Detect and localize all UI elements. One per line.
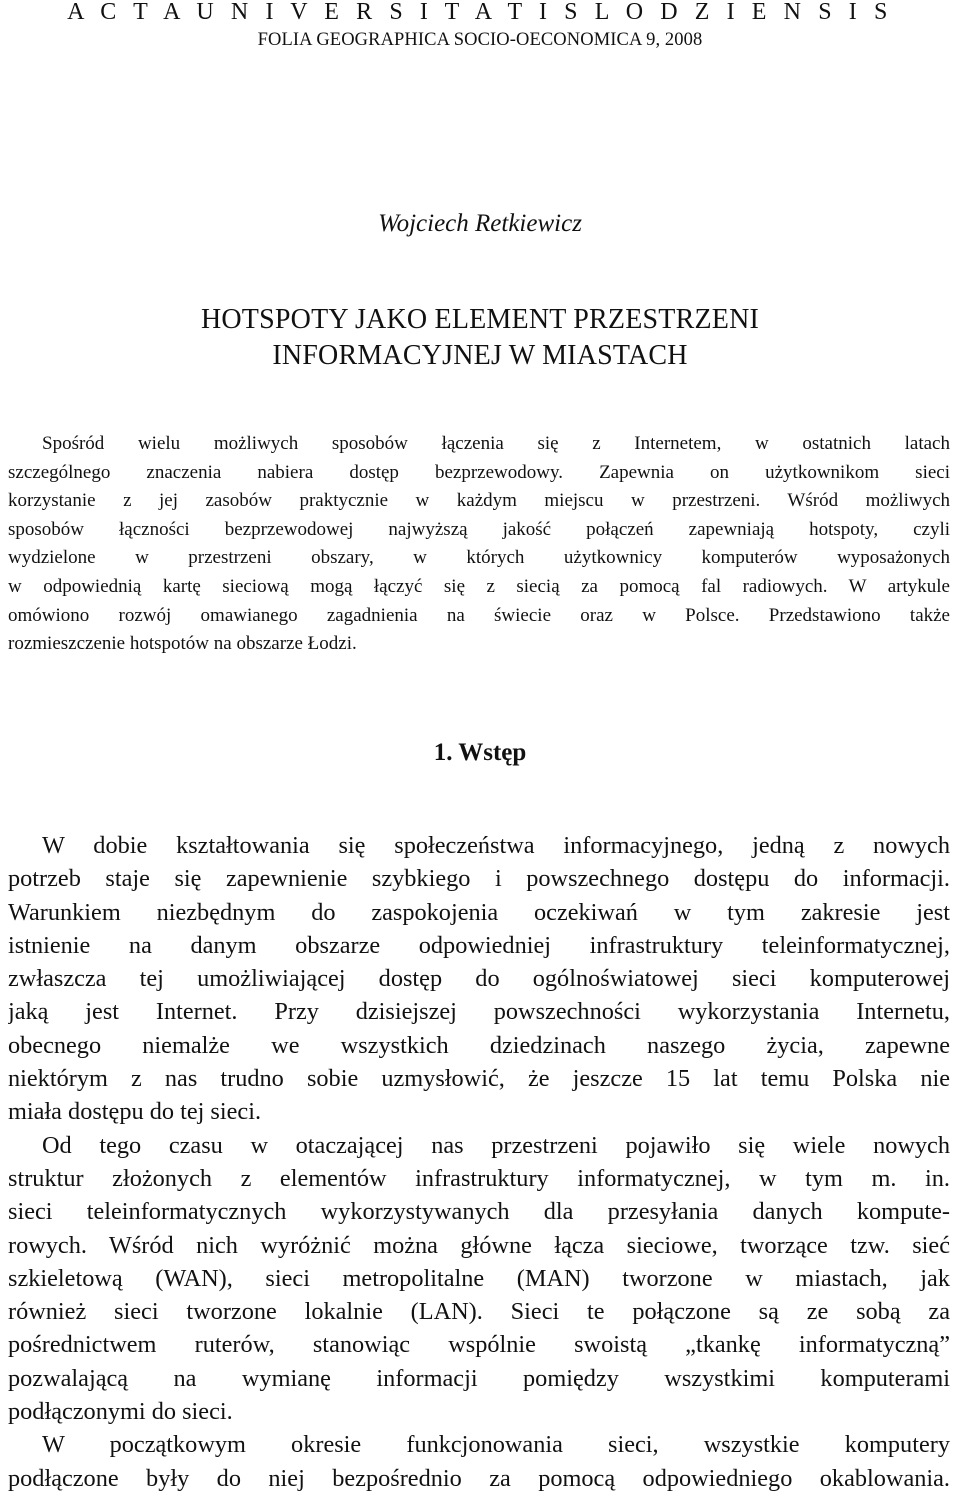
body-line: struktur złożonych z elementów infrastruktury informatycznej, w tym m. in. — [8, 1164, 950, 1192]
body-line: również sieci tworzone lokalnie (LAN). Sieci te połączone są ze sobą za — [8, 1298, 950, 1326]
body-line: pośrednictwem ruterów, stanowiąc wspólnie swoistą „tkankę informatyczną” — [8, 1331, 950, 1359]
body-line: Warunkiem niezbędnym do zaspokojenia oczekiwań w tym zakresie jest — [8, 898, 950, 926]
body-line: szkieletową (WAN), sieci metropolitalne (MAN) tworzone w miastach, jak — [8, 1264, 950, 1292]
body-line: zwłaszcza tej umożliwiającej dostęp do ogólnoświatowej sieci komputerowej — [8, 965, 950, 993]
body-line: W początkowym okresie funkcjonowania sieci, wszystkie komputery — [42, 1431, 950, 1459]
abstract-line: rozmieszczenie hotspotów na obszarze Łodzi. — [8, 633, 357, 655]
article-title — [0, 302, 960, 374]
abstract-line: wydzielone w przestrzeni obszary, w których użytkownicy komputerów wyposażonych — [8, 547, 950, 569]
journal-name: A C T A U N I V E R S I T A T I S L O D Z I E N S I S — [67, 0, 893, 25]
abstract-line: omówiono rozwój omawianego zagadnienia na świecie oraz w Polsce. Przedstawiono także — [8, 604, 950, 626]
section-heading: 1. Wstęp — [433, 739, 527, 766]
abstract-line: korzystanie z jej zasobów praktycznie w każdym miejscu w przestrzeni. Wśród możliwych — [8, 490, 950, 512]
body-line: podłączone były do niej bezpośrednio za pomocą odpowiedniego okablowania. — [8, 1464, 950, 1492]
body-line: podłączonymi do sieci. — [8, 1398, 233, 1426]
body-line: potrzeb staje się zapewnienie szybkiego i powszechnego dostępu do informacji. — [8, 865, 950, 893]
journal-series: FOLIA GEOGRAPHICA SOCIO-OECONOMICA 9, 2008 — [257, 30, 703, 50]
abstract-line: w odpowiednią kartę sieciową mogą łączyć się z siecią za pomocą fal radiowych. W artykule — [8, 575, 950, 597]
author-name: Wojciech Retkiewicz — [378, 210, 582, 237]
body-line: sieci teleinformatycznych wykorzystywanych dla przesyłania danych kompute- — [8, 1198, 950, 1226]
title-line: HOTSPOTY JAKO ELEMENT PRZESTRZENI — [200, 304, 760, 335]
body-line: jaką jest Internet. Przy dzisiejszej powszechności wykorzystania Internetu, — [8, 998, 950, 1026]
body-line: obecnego niemalże we wszystkich dziedzinach naszego życia, zapewne — [8, 1031, 950, 1059]
body-line: Od tego czasu w otaczającej nas przestrzeni pojawiło się wiele nowych — [42, 1131, 950, 1159]
body-line: pozwalającą na wymianę informacji pomiędzy wszystkimi komputerami — [8, 1364, 950, 1392]
abstract-line: szczególnego znaczenia nabiera dostęp bezprzewodowy. Zapewnia on użytkownikom sieci — [8, 461, 950, 483]
body-line: miała dostępu do tej sieci. — [8, 1098, 262, 1126]
abstract — [8, 430, 950, 659]
body-line: niektórym z nas trudno sobie uzmysłowić, że jeszcze 15 lat temu Polska nie — [8, 1065, 950, 1093]
body-line: W dobie kształtowania się społeczeństwa informacyjnego, jedną z nowych — [42, 832, 950, 859]
body-line: istnienie na danym obszarze odpowiedniej infrastruktury teleinformatycznej, — [8, 931, 950, 959]
abstract-line: sposobów łączności bezprzewodowej najwyższą jakość połączeń zapewniają hotspoty, czyli — [8, 518, 950, 540]
body-line: rowych. Wśród nich wyróżnić można główne łącza sieciowe, tworzące tzw. sieć — [8, 1231, 950, 1259]
title-line: INFORMACYJNEJ W MIASTACH — [272, 340, 688, 371]
body-text — [8, 829, 950, 1495]
abstract-line: Spośród wielu możliwych sposobów łączenia się z Internetem, w ostatnich latach — [42, 433, 950, 454]
